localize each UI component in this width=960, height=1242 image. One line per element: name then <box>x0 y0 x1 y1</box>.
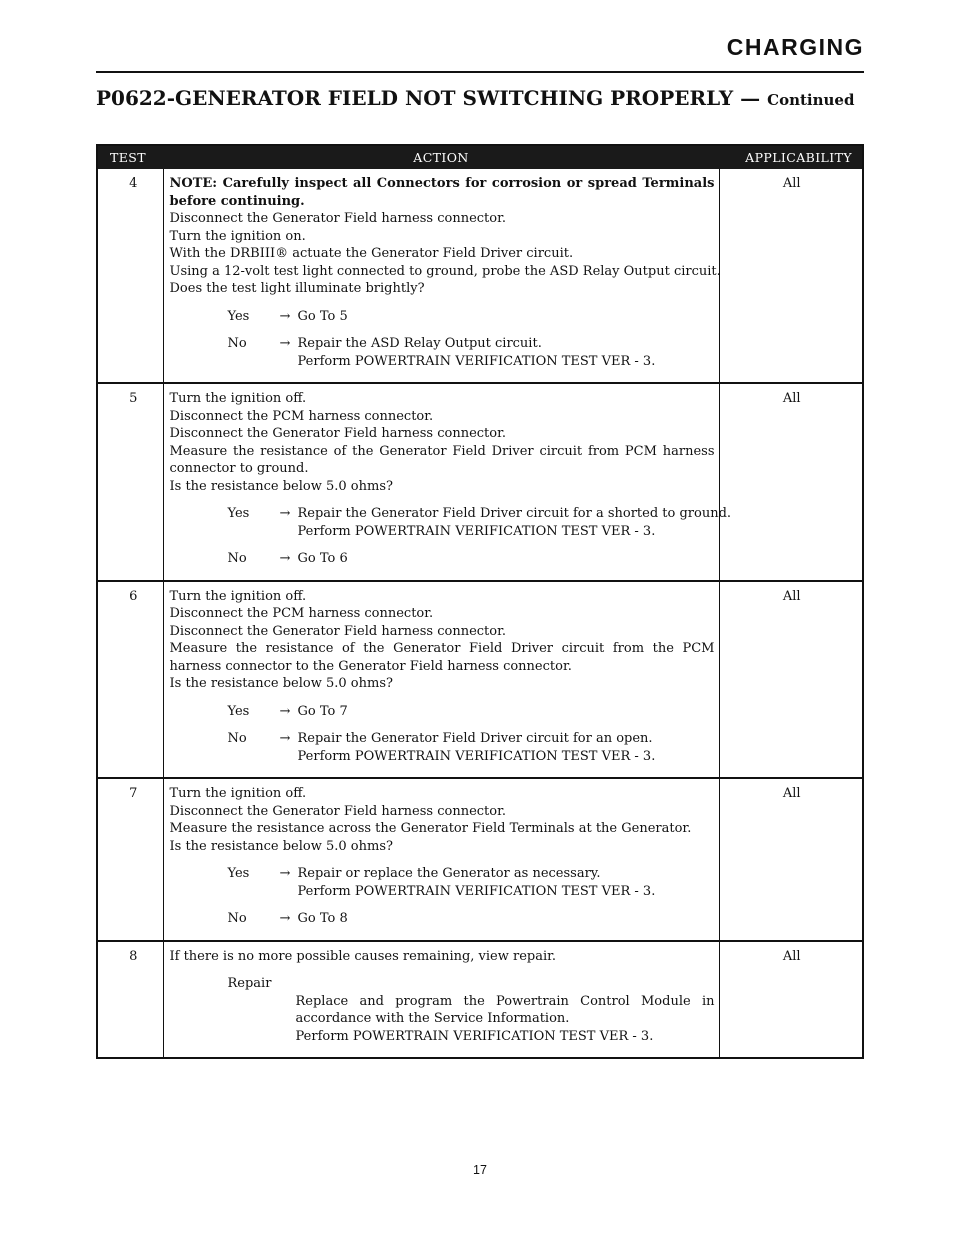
column-header-applicability: APPLICABILITY <box>719 145 863 169</box>
repair-block <box>228 975 715 1045</box>
header-divider <box>96 71 864 73</box>
page-number: 17 <box>473 1163 487 1177</box>
yes-result: Go To 7 <box>297 703 348 719</box>
no-result: Go To 8 <box>297 911 348 926</box>
yes-label: Yes <box>227 308 250 324</box>
diagnostic-procedure-table <box>96 144 864 1059</box>
section-header: CHARGING <box>726 34 864 60</box>
no-label: No <box>227 731 247 746</box>
action-step: Measure the resistance of the Generator Field Driver circuit from PCM harness connector to ground. <box>169 443 715 476</box>
arrow-right-icon: → <box>279 866 291 881</box>
action-step: Disconnect the Generator Field harness connector. <box>169 803 507 819</box>
action-cell <box>163 169 719 383</box>
test-number: 8 <box>97 941 163 1059</box>
yes-result: Repair the Generator Field Driver circuit for a shorted to ground. Perform POWERTRAIN VERIFICATION TEST VER - 3. <box>297 506 732 539</box>
action-question: Is the resistance below 5.0 ohms? <box>169 838 393 854</box>
table-row-test-8 <box>97 941 863 1059</box>
action-step: Turn the ignition on. <box>169 228 306 244</box>
arrow-right-icon: → <box>279 731 291 746</box>
arrow-right-icon: → <box>279 911 291 926</box>
yes-result: Go To 5 <box>297 308 348 324</box>
no-result: Go To 6 <box>297 551 348 566</box>
repair-label: Repair <box>227 976 272 991</box>
test-number: 7 <box>97 778 163 941</box>
applicability-cell: All <box>719 383 863 581</box>
action-step: Disconnect the Generator Field harness connector. <box>169 623 507 639</box>
action-cell <box>163 581 719 779</box>
page-title-main: P0622-GENERATOR FIELD NOT SWITCHING PROPERLY — <box>96 86 761 110</box>
action-step: Disconnect the Generator Field harness connector. <box>169 426 507 441</box>
no-branch <box>228 550 715 568</box>
table-row-test-6 <box>97 581 863 779</box>
action-step: Turn the ignition off. <box>169 391 307 406</box>
no-branch <box>228 730 715 765</box>
no-result: Repair the ASD Relay Output circuit. Perform POWERTRAIN VERIFICATION TEST VER - 3. <box>297 336 656 369</box>
action-step: Measure the resistance across the Generator Field Terminals at the Generator. <box>169 821 692 836</box>
action-step: Disconnect the PCM harness connector. <box>169 606 434 621</box>
action-question: Is the resistance below 5.0 ohms? <box>169 478 393 494</box>
action-question: Is the resistance below 5.0 ohms? <box>169 676 393 691</box>
table-row-test-5 <box>97 383 863 581</box>
yes-label: Yes <box>227 866 250 881</box>
arrow-right-icon: → <box>279 551 291 566</box>
yes-label: Yes <box>227 506 250 521</box>
action-step: If there is no more possible causes remaining, view repair. <box>169 948 557 964</box>
page-title-continued: Continued <box>767 91 855 109</box>
yes-branch <box>227 505 732 540</box>
action-step: Disconnect the Generator Field harness connector. <box>169 211 507 226</box>
no-label: No <box>227 551 247 566</box>
no-label: No <box>227 336 247 351</box>
arrow-right-icon: → <box>279 703 291 719</box>
arrow-right-icon: → <box>279 336 291 351</box>
table-header-row <box>97 145 863 169</box>
action-cell <box>163 778 719 941</box>
action-cell <box>163 383 732 581</box>
action-step: Turn the ignition off. <box>169 786 307 801</box>
no-label: No <box>227 911 247 926</box>
arrow-right-icon: → <box>279 308 291 324</box>
test-number: 5 <box>97 383 163 581</box>
applicability-cell: All <box>782 176 801 191</box>
action-step: Using a 12-volt test light connected to ground, probe the ASD Relay Output circuit. <box>169 263 721 279</box>
action-step: With the DRBIII® actuate the Generator Field Driver circuit. <box>169 246 574 261</box>
action-question: Does the test light illuminate brightly? <box>169 281 425 296</box>
page-title <box>96 86 864 110</box>
applicability-cell: All <box>719 581 863 779</box>
yes-branch <box>228 308 715 326</box>
table-row-test-7 <box>97 778 863 941</box>
action-step: Disconnect the PCM harness connector. <box>169 408 434 424</box>
no-branch <box>228 335 715 370</box>
action-step: Measure the resistance of the Generator Field Driver circuit from the PCM harness connector to the Generator Field harness connector. <box>169 641 715 674</box>
test-number: 6 <box>97 581 163 779</box>
column-header-action: ACTION <box>163 145 719 169</box>
yes-branch <box>228 865 715 900</box>
action-cell <box>163 941 719 1059</box>
inspection-note: NOTE: Carefully inspect all Connectors for corrosion or spread Terminals before continuing. <box>169 176 715 209</box>
yes-branch <box>228 703 715 721</box>
arrow-right-icon: → <box>279 506 291 521</box>
action-step: Turn the ignition off. <box>169 588 307 604</box>
yes-result: Repair or replace the Generator as necessary. Perform POWERTRAIN VERIFICATION TEST VER - 3. <box>297 866 656 899</box>
applicability-cell: All <box>719 778 863 941</box>
no-branch <box>228 910 715 928</box>
applicability-cell: All <box>719 941 863 1059</box>
no-result: Repair the Generator Field Driver circuit for an open. Perform POWERTRAIN VERIFICATION TEST VER - 3. <box>297 731 656 764</box>
yes-label: Yes <box>227 703 250 719</box>
test-number: 4 <box>97 169 163 383</box>
column-header-test: TEST <box>97 145 163 169</box>
table-row-test-4 <box>97 169 863 383</box>
repair-instructions: Replace and program the Powertrain Control Module in accordance with the Service Information. Perform POWERTRAIN VERIFICATION TEST VER - 3. <box>295 993 715 1044</box>
